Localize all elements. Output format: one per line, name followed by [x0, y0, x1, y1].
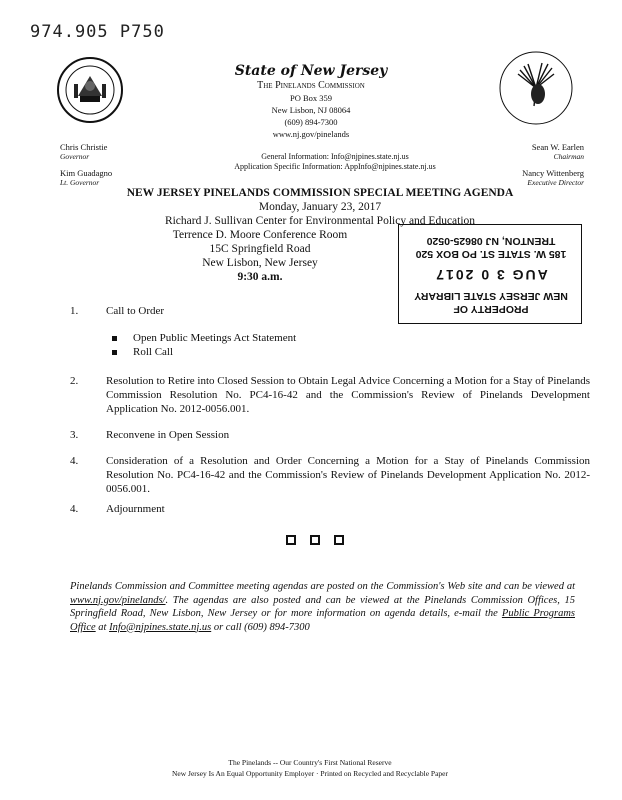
- website: www.nj.gov/pinelands: [272, 129, 350, 139]
- item-number: 4.: [70, 503, 79, 515]
- bullet-icon: [112, 336, 117, 341]
- bullet-text: Roll Call: [133, 346, 174, 358]
- meeting-room: Terrence D. Moore Conference Room: [172, 229, 348, 241]
- agenda-item: [70, 454, 590, 496]
- handwritten-call-number: 974.905 P750: [30, 22, 165, 42]
- nj-state-seal-icon: [56, 56, 124, 124]
- item-number: 3.: [70, 429, 79, 441]
- footer-line: New Jersey Is An Equal Opportunity Employer · Printed on Recycled and Recyclable Paper: [172, 769, 448, 778]
- square-icon: [310, 535, 320, 545]
- general-info: General Information: Info@njpines.state.nj.us: [261, 152, 409, 161]
- item-text: Resolution to Retire into Closed Session to Obtain Legal Advice Concerning a Motion for a Stay of Pinelands Commission Resolution No. PC4-16-42 and the Commission's Review of Pinelands Development Application No. 2012-0056.001.: [106, 375, 590, 415]
- pinelands-commission-logo-icon: [498, 50, 574, 126]
- bullet-icon: [112, 350, 117, 355]
- official-title: Executive Director: [527, 178, 584, 187]
- right-officials: [484, 142, 584, 188]
- agenda-item: [70, 374, 590, 416]
- notice-text: . The agendas are also posted and can be viewed at the Pinelands Commission Offices, 15 Springfield Road, New Lisbon, New Jersey or for more information on agenda details, e-mail the: [70, 594, 575, 619]
- footer: [100, 757, 520, 779]
- item-text: Call to Order: [106, 305, 165, 317]
- official-name: Sean W. Earlen: [531, 142, 584, 152]
- official-name: Nancy Wittenberg: [522, 168, 584, 178]
- application-info: Application Specific Information: AppInfo@njpines.state.nj.us: [234, 162, 436, 171]
- website-link[interactable]: www.nj.gov/pinelands/: [70, 594, 166, 606]
- meeting-time: 9:30 a.m.: [237, 271, 283, 283]
- notice-text: or call (609) 894-7300: [211, 621, 310, 633]
- agenda-item: [70, 428, 590, 442]
- meeting-date: Monday, January 23, 2017: [258, 201, 382, 213]
- stamp-date: AUG 3 0 2017: [434, 267, 548, 283]
- stamp-line: NEW JERSEY STATE LIBRARY: [414, 290, 568, 302]
- state-title: State of New Jersey: [234, 63, 388, 79]
- item-number: 4.: [70, 455, 79, 467]
- official-title: Chairman: [553, 152, 584, 161]
- meeting-town: New Lisbon, New Jersey: [202, 257, 318, 269]
- city-zip: New Lisbon, NJ 08064: [271, 105, 351, 115]
- left-officials: [60, 142, 140, 188]
- agenda-item: [70, 304, 590, 318]
- official-title: Lt. Governor: [60, 178, 100, 187]
- item-number: 1.: [70, 305, 79, 317]
- posting-notice: [70, 580, 575, 634]
- item-text: Reconvene in Open Session: [106, 429, 230, 441]
- stamp-line: PROPERTY OF: [453, 303, 529, 315]
- public-programs-link[interactable]: Public Programs Office: [70, 608, 575, 633]
- official-name: Chris Christie: [60, 142, 108, 152]
- item-text: Adjournment: [106, 503, 165, 515]
- notice-text: Pinelands Commission and Committee meeting agendas are posted on the Commission's Web site and can be viewed at: [70, 581, 575, 592]
- official-title: Governor: [60, 152, 90, 161]
- square-icon: [286, 535, 296, 545]
- notice-text: at: [95, 621, 110, 633]
- square-icon: [334, 535, 344, 545]
- contact-info: [210, 152, 460, 172]
- email-link[interactable]: Info@njpines.state.nj.us: [109, 621, 212, 633]
- phone: (609) 894-7300: [284, 117, 338, 127]
- item-number: 2.: [70, 375, 79, 387]
- agenda-item: [70, 502, 590, 516]
- footer-line: The Pinelands -- Our Country's First National Reserve: [228, 758, 392, 767]
- po-box: PO Box 359: [289, 93, 333, 103]
- meeting-street: 15C Springfield Road: [209, 243, 311, 255]
- org-name: The Pinelands Commission: [257, 80, 365, 91]
- meeting-venue: Richard J. Sullivan Center for Environmental Policy and Education: [164, 215, 476, 227]
- stamp-line: TRENTON, NJ 08625-0520: [426, 235, 556, 247]
- official-name: Kim Guadagno: [60, 168, 113, 178]
- item-text: Consideration of a Resolution and Order Concerning a Motion for a Stay of Pinelands Commission Resolution No. PC4-16-42 and the Commission's Review of Pinelands Development Application No. 2012-0056.001.: [106, 455, 590, 495]
- letterhead: [200, 62, 422, 140]
- agenda-title: NEW JERSEY PINELANDS COMMISSION SPECIAL MEETING AGENDA: [126, 187, 514, 199]
- stamp-line: 185 W. STATE ST. PO BOX 520: [415, 248, 567, 260]
- section-separator: [286, 532, 358, 550]
- bullet-text: Open Public Meetings Act Statement: [133, 332, 297, 344]
- bullet-item: [112, 331, 296, 345]
- bullet-item: [112, 345, 173, 359]
